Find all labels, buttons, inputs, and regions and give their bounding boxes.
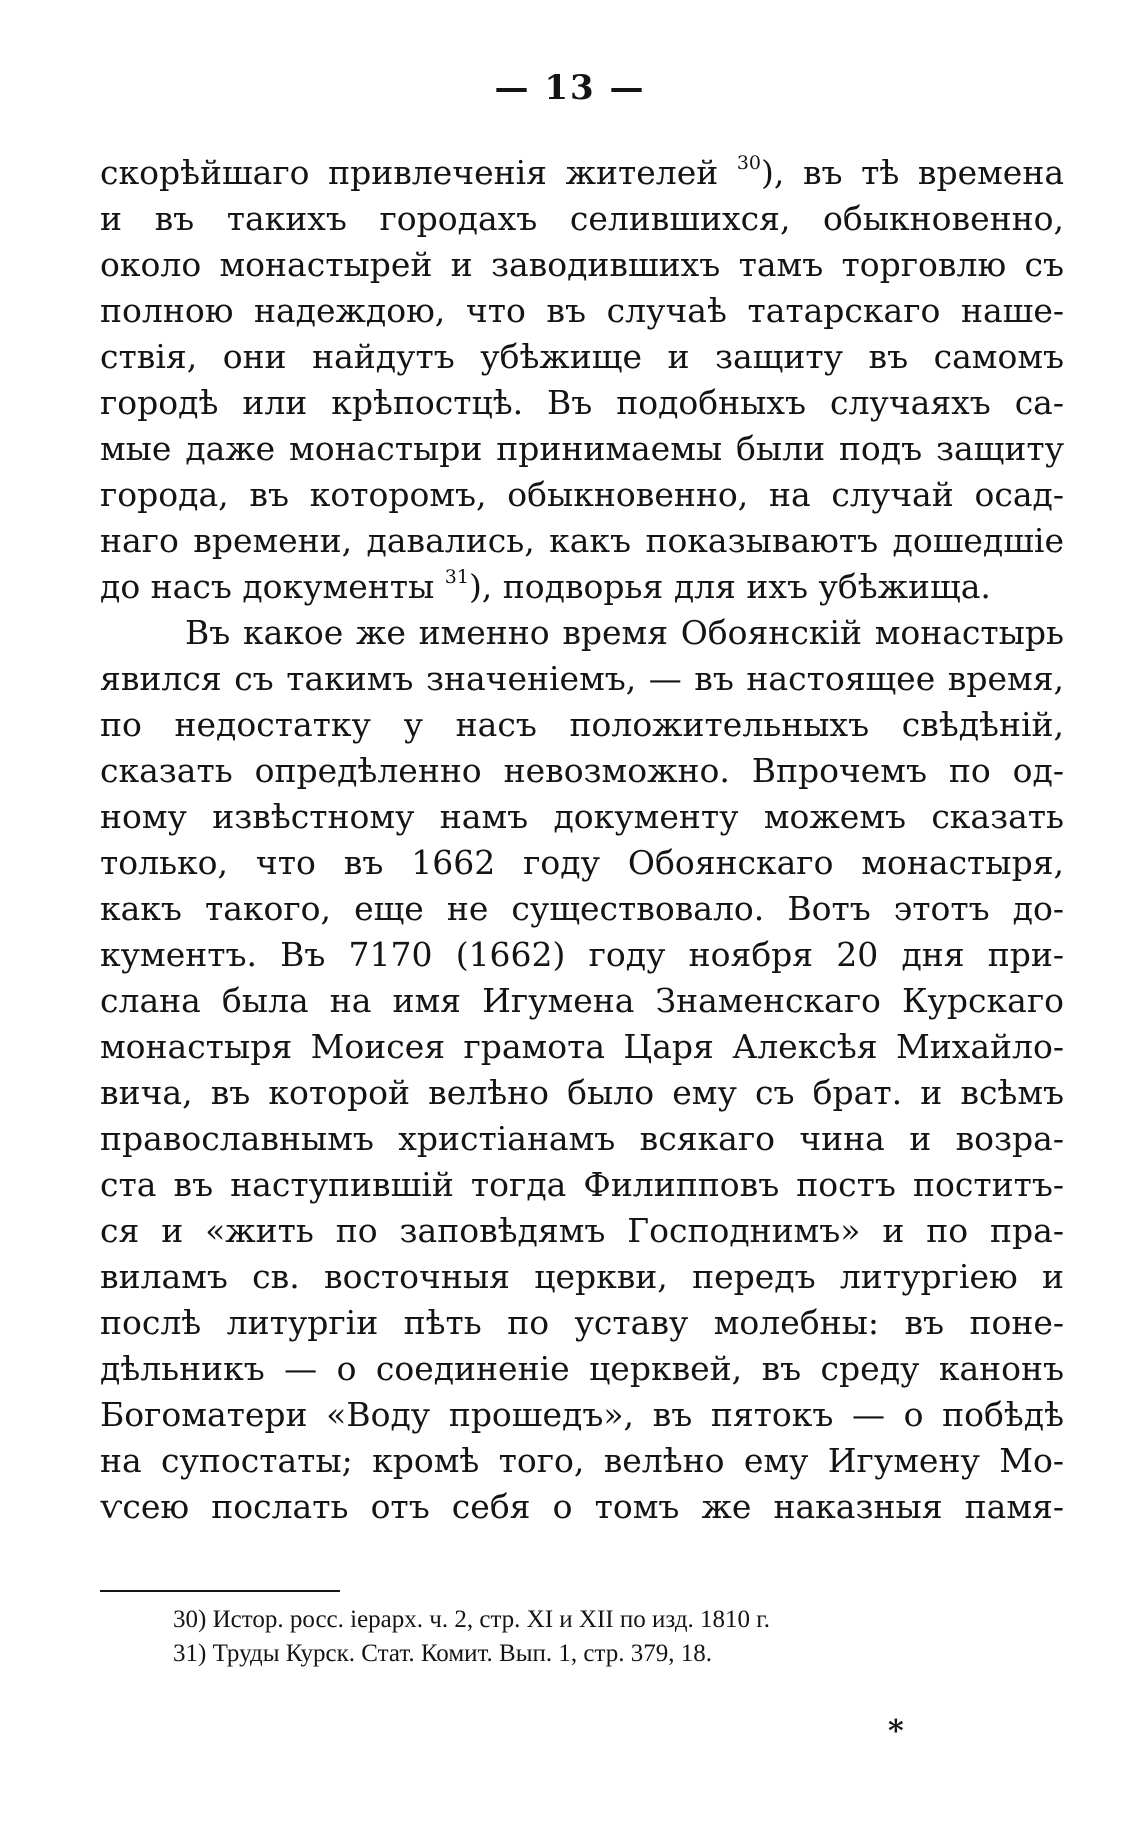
text-line: мые даже монастыри принимаемы были подъ защиту — [100, 429, 1064, 468]
text-line: полною надеждою, что въ случаѣ татарскаго наше- — [100, 291, 1064, 330]
paragraph-start-line: Въ какое же именно время Обоянскій монастырь — [185, 613, 1064, 652]
text-line: дѣльникъ — о соединеніе церквей, въ среду канонъ — [100, 1349, 1064, 1388]
text-line: слана была на имя Игумена Знаменскаго Курскаго — [100, 981, 1064, 1020]
footnote-30: 30) Истор. росс. іерарх. ч. 2, стр. XI и XII по изд. 1810 г. — [173, 1606, 770, 1633]
text-line: Богоматери «Воду прошедъ», въ пятокъ — о побѣдѣ — [100, 1395, 1064, 1434]
text-line: около монастырей и заводившихъ тамъ торговлю съ — [100, 245, 1064, 284]
text-line: ѵсею послать отъ себя о томъ же наказныя памя- — [100, 1487, 1064, 1526]
text-line: и въ такихъ городахъ селившихся, обыкновенно, — [100, 199, 1064, 238]
text-line: до насъ документы $^{31}$), подворья для ихъ убѣжища. — [100, 566, 991, 606]
page-number: — 13 — — [494, 68, 646, 108]
text-line: явился съ такимъ значеніемъ, — въ настоящее время, — [100, 659, 1064, 698]
text-line: скорѣйшаго привлеченія жителей $^{30}$), въ тѣ времена — [100, 152, 1064, 192]
body-text — [100, 150, 1064, 1530]
printer-mark: * — [888, 1714, 904, 1749]
text-line: наго времени, давались, какъ показываютъ дошедшіе — [100, 521, 1064, 560]
text-line: монастыря Моисея грамота Царя Алексѣя Михайло- — [100, 1027, 1064, 1066]
footnote-31: 31) Труды Курск. Стат. Комит. Вып. 1, стр. 379, 18. — [173, 1640, 712, 1667]
text-line: сказать опредѣленно невозможно. Впрочемъ по од- — [100, 751, 1064, 790]
text-line: ста въ наступившій тогда Филипповъ постъ поститъ- — [100, 1165, 1064, 1204]
text-line: ному извѣстному намъ документу можемъ сказать — [100, 797, 1064, 836]
text-line: только, что въ 1662 году Обоянскаго монастыря, — [100, 843, 1064, 882]
text-line: по недостатку у насъ положительныхъ свѣдѣній, — [100, 705, 1064, 744]
text-line: городѣ или крѣпостцѣ. Въ подобныхъ случаяхъ са- — [100, 383, 1064, 422]
footnotes — [173, 1603, 1073, 1671]
text-line: послѣ литургіи пѣть по уставу молебны: въ поне- — [100, 1303, 1064, 1342]
text-line: ся и «жить по заповѣдямъ Господнимъ» и по пра- — [100, 1211, 1064, 1250]
text-line: православнымъ христіанамъ всякаго чина и возра- — [100, 1119, 1064, 1158]
text-line: виламъ св. восточныя церкви, передъ литургіею и — [100, 1257, 1064, 1296]
footnote-divider — [100, 1590, 340, 1592]
footnote-ref-30: 30 — [736, 152, 762, 174]
text-line: кументъ. Въ 7170 (1662) году ноября 20 дня при- — [100, 935, 1064, 974]
footnote-ref-31: 31 — [444, 566, 469, 588]
text-line: какъ такого, еще не существовало. Вотъ этотъ до- — [100, 889, 1064, 928]
text-line: ствія, они найдутъ убѣжище и защиту въ самомъ — [100, 337, 1064, 376]
text-line: на супостаты; кромѣ того, велѣно ему Игумену Мо- — [100, 1441, 1064, 1480]
text-line: вича, въ которой велѣно было ему съ брат. и всѣмъ — [100, 1073, 1064, 1112]
text-line: города, въ которомъ, обыкновенно, на случай осад- — [100, 475, 1064, 514]
